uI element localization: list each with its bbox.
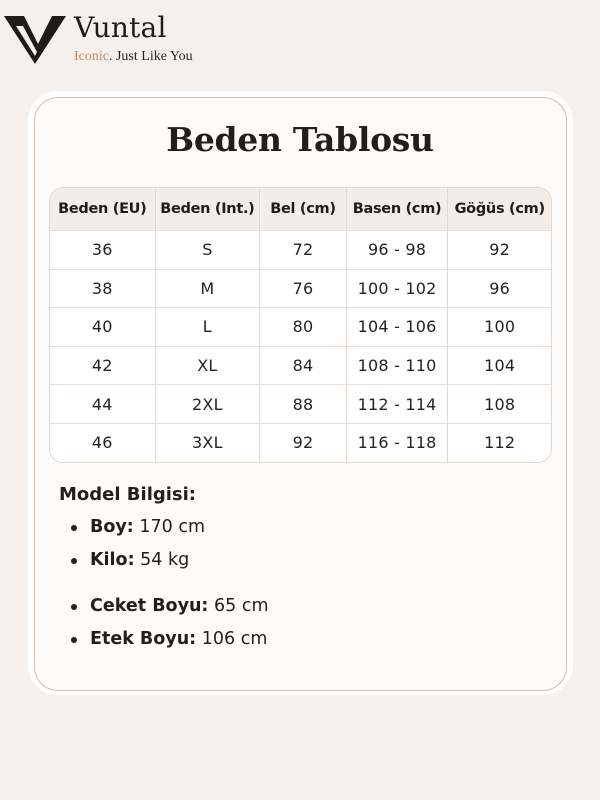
header-chest: Göğüs (cm) xyxy=(448,188,551,230)
cell-int-size: XL xyxy=(156,346,261,385)
cell-eu-size: 40 xyxy=(50,307,156,346)
cell-chest: 96 xyxy=(448,269,551,308)
cell-int-size: M xyxy=(156,269,261,308)
model-info-title: Model Bilgisi: xyxy=(59,484,197,505)
cell-waist: 84 xyxy=(260,346,347,385)
cell-waist: 80 xyxy=(260,307,347,346)
list-item-weight xyxy=(59,548,269,581)
table-row xyxy=(50,307,551,346)
item-value: 65 cm xyxy=(214,596,269,616)
cell-chest: 100 xyxy=(448,307,551,346)
cell-waist: 72 xyxy=(260,230,347,269)
table-row xyxy=(50,423,551,462)
item-value: 54 kg xyxy=(140,550,190,570)
cell-hip: 112 - 114 xyxy=(347,384,449,423)
model-info xyxy=(59,481,269,660)
cell-eu-size: 46 xyxy=(50,423,156,462)
cell-waist: 88 xyxy=(260,384,347,423)
size-table xyxy=(49,187,552,463)
brand-text xyxy=(74,12,193,66)
table-row xyxy=(50,230,551,269)
cell-waist: 92 xyxy=(260,423,347,462)
item-label: Boy: xyxy=(90,517,134,537)
table-row xyxy=(50,346,551,385)
header-waist: Bel (cm) xyxy=(260,188,347,230)
cell-hip: 96 - 98 xyxy=(347,230,449,269)
cell-int-size: 3XL xyxy=(156,423,261,462)
cell-hip: 104 - 106 xyxy=(347,307,449,346)
table-header-row xyxy=(50,188,551,230)
list-item-jacket-length xyxy=(59,594,269,627)
header-eu-size: Beden (EU) xyxy=(50,188,156,230)
cell-int-size: L xyxy=(156,307,261,346)
item-value: 106 cm xyxy=(201,629,268,649)
page-title: Beden Tablosu xyxy=(166,120,434,159)
tagline-accent: Iconic xyxy=(74,49,109,64)
list-item-height xyxy=(59,515,269,548)
brand-logo xyxy=(4,12,193,66)
cell-chest: 92 xyxy=(448,230,551,269)
brand-name: Vuntal xyxy=(74,11,167,44)
model-info-list xyxy=(59,515,269,660)
table-row xyxy=(50,384,551,423)
item-label: Ceket Boyu: xyxy=(90,596,209,616)
cell-chest: 104 xyxy=(448,346,551,385)
cell-eu-size: 42 xyxy=(50,346,156,385)
item-value: 170 cm xyxy=(139,517,205,537)
header-hip: Basen (cm) xyxy=(347,188,449,230)
cell-eu-size: 36 xyxy=(50,230,156,269)
brand-tagline xyxy=(74,48,193,66)
cell-eu-size: 38 xyxy=(50,269,156,308)
table-row xyxy=(50,269,551,308)
cell-hip: 116 - 118 xyxy=(347,423,449,462)
tagline-rest: . Just Like You xyxy=(108,49,193,64)
cell-int-size: 2XL xyxy=(156,384,261,423)
item-label: Etek Boyu: xyxy=(90,629,197,649)
cell-eu-size: 44 xyxy=(50,384,156,423)
cell-hip: 100 - 102 xyxy=(347,269,449,308)
item-label: Kilo: xyxy=(90,550,135,570)
list-item-skirt-length xyxy=(59,627,269,660)
cell-int-size: S xyxy=(156,230,261,269)
cell-hip: 108 - 110 xyxy=(347,346,449,385)
header-int-size: Beden (Int.) xyxy=(156,188,261,230)
cell-chest: 112 xyxy=(448,423,551,462)
cell-waist: 76 xyxy=(260,269,347,308)
v-chevron-logo-icon xyxy=(4,12,66,64)
cell-chest: 108 xyxy=(448,384,551,423)
